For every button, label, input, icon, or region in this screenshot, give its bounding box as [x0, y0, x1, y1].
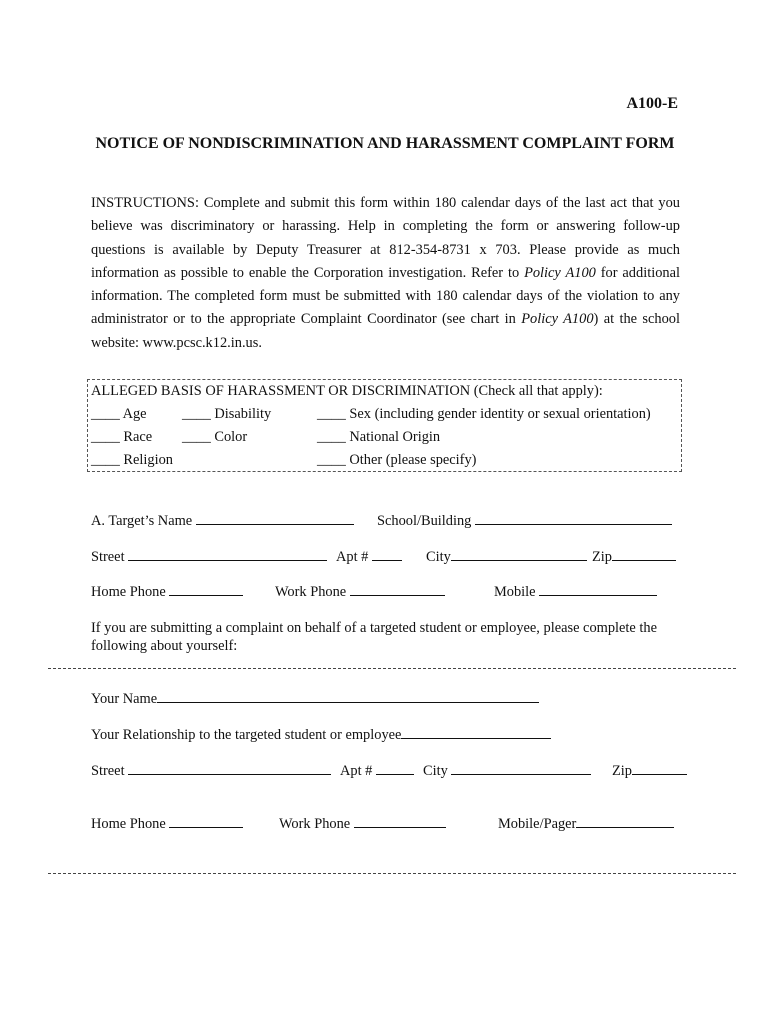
target-street-label: Street [91, 549, 125, 565]
target-street-row [91, 548, 327, 566]
your-work-phone-field[interactable] [354, 815, 446, 828]
target-apt-field[interactable] [372, 548, 402, 561]
option-label: Sex (including gender identity or sexual orientation) [349, 406, 651, 422]
target-mobile-field[interactable] [539, 583, 657, 596]
target-school-field[interactable] [475, 512, 672, 525]
checkbox-sex[interactable]: ____ Sex (including gender identity or sexual orientation) [317, 406, 651, 422]
target-apt-row [336, 548, 402, 566]
option-label: Disability [214, 406, 272, 422]
your-street-field[interactable] [128, 762, 331, 775]
option-label: Color [214, 429, 248, 445]
your-street-row [91, 762, 331, 780]
policy-reference: Policy A100 [521, 311, 594, 328]
option-label: Race [123, 429, 153, 445]
your-city-field[interactable] [451, 762, 591, 775]
your-zip-field[interactable] [632, 762, 687, 775]
your-city-row [423, 762, 591, 780]
target-street-field[interactable] [128, 548, 327, 561]
target-name-row [91, 512, 354, 530]
checkbox-race[interactable]: ____ Race [91, 429, 153, 445]
instructions-text-2: for additional information. The completed form must be submitted with 180 calendar days of the violation to any administrator or to the appropriate Complaint Coordinator (see chart in [91, 264, 680, 328]
relationship-row [91, 726, 551, 744]
target-home-phone-label: Home Phone [91, 584, 166, 600]
form-title: NOTICE OF NONDISCRIMINATION AND HARASSMENT COMPLAINT FORM [95, 135, 675, 152]
target-zip-label: Zip [592, 549, 612, 565]
your-name-label: Your Name [91, 691, 158, 707]
checkbox-age[interactable]: ____ Age [91, 406, 147, 422]
your-apt-field[interactable] [376, 762, 414, 775]
target-work-phone-row [275, 583, 445, 601]
target-mobile-label: Mobile [494, 584, 536, 600]
your-city-label: City [423, 763, 448, 779]
section-divider [48, 873, 736, 874]
checkbox-other[interactable]: ____ Other (please specify) [317, 452, 477, 468]
target-school-label: School/Building [377, 513, 472, 529]
option-label: National Origin [349, 429, 441, 445]
your-mobile-row [498, 815, 674, 833]
behalf-note: If you are submitting a complaint on behalf of a targeted student or employee, please complete the following about yourself: [91, 620, 657, 654]
your-zip-row [612, 762, 687, 780]
your-name-row [91, 690, 539, 708]
your-name-field[interactable] [157, 690, 539, 703]
option-label: Other (please specify) [349, 452, 477, 468]
option-label: Age [122, 406, 147, 422]
option-label: Religion [123, 452, 173, 468]
target-home-phone-field[interactable] [169, 583, 243, 596]
your-mobile-label: Mobile/Pager [498, 816, 577, 832]
target-zip-row [592, 548, 676, 566]
checkbox-disability[interactable]: ____ Disability [182, 406, 272, 422]
target-zip-field[interactable] [612, 548, 676, 561]
your-mobile-field[interactable] [576, 815, 674, 828]
your-work-phone-row [279, 815, 446, 833]
section-divider [48, 668, 736, 669]
your-work-phone-label: Work Phone [279, 816, 351, 832]
your-zip-label: Zip [612, 763, 632, 779]
your-apt-label: Apt # [340, 763, 373, 779]
relationship-label: Your Relationship to the targeted student or employee [91, 727, 402, 743]
target-work-phone-field[interactable] [350, 583, 445, 596]
form-code: A100-E [626, 95, 678, 112]
your-apt-row [340, 762, 414, 780]
your-home-phone-label: Home Phone [91, 816, 166, 832]
target-name-field[interactable] [196, 512, 354, 525]
checkbox-religion[interactable]: ____ Religion [91, 452, 173, 468]
instructions-text-3: ) at the school website: www.pcsc.k12.in.us. [91, 311, 681, 351]
instructions-text-1: INSTRUCTIONS: Complete and submit this form within 180 calendar days of the last act that you believe was discriminatory or harassing. Help in completing the form or answering follow-up questions is available by Deputy Treasurer at 812-354-8731 x 703. Please provide as much information as possible to enable the Corporation investigation. Refer to [91, 195, 680, 281]
target-name-label: A. Target’s Name [91, 513, 193, 529]
target-home-phone-row [91, 583, 243, 601]
your-home-phone-field[interactable] [169, 815, 243, 828]
basis-heading: ALLEGED BASIS OF HARASSMENT OR DISCRIMINATION (Check all that apply): [91, 383, 603, 399]
target-school-row [377, 512, 672, 530]
checkbox-national-origin[interactable]: ____ National Origin [317, 429, 441, 445]
your-home-phone-row [91, 815, 243, 833]
instructions-paragraph [91, 192, 680, 355]
target-mobile-row [494, 583, 657, 601]
checkbox-color[interactable]: ____ Color [182, 429, 248, 445]
target-city-label: City [426, 549, 451, 565]
target-city-field[interactable] [451, 548, 587, 561]
your-street-label: Street [91, 763, 125, 779]
target-work-phone-label: Work Phone [275, 584, 347, 600]
policy-reference: Policy A100 [524, 264, 596, 281]
target-city-row [426, 548, 587, 566]
target-apt-label: Apt # [336, 549, 369, 565]
relationship-field[interactable] [401, 726, 551, 739]
